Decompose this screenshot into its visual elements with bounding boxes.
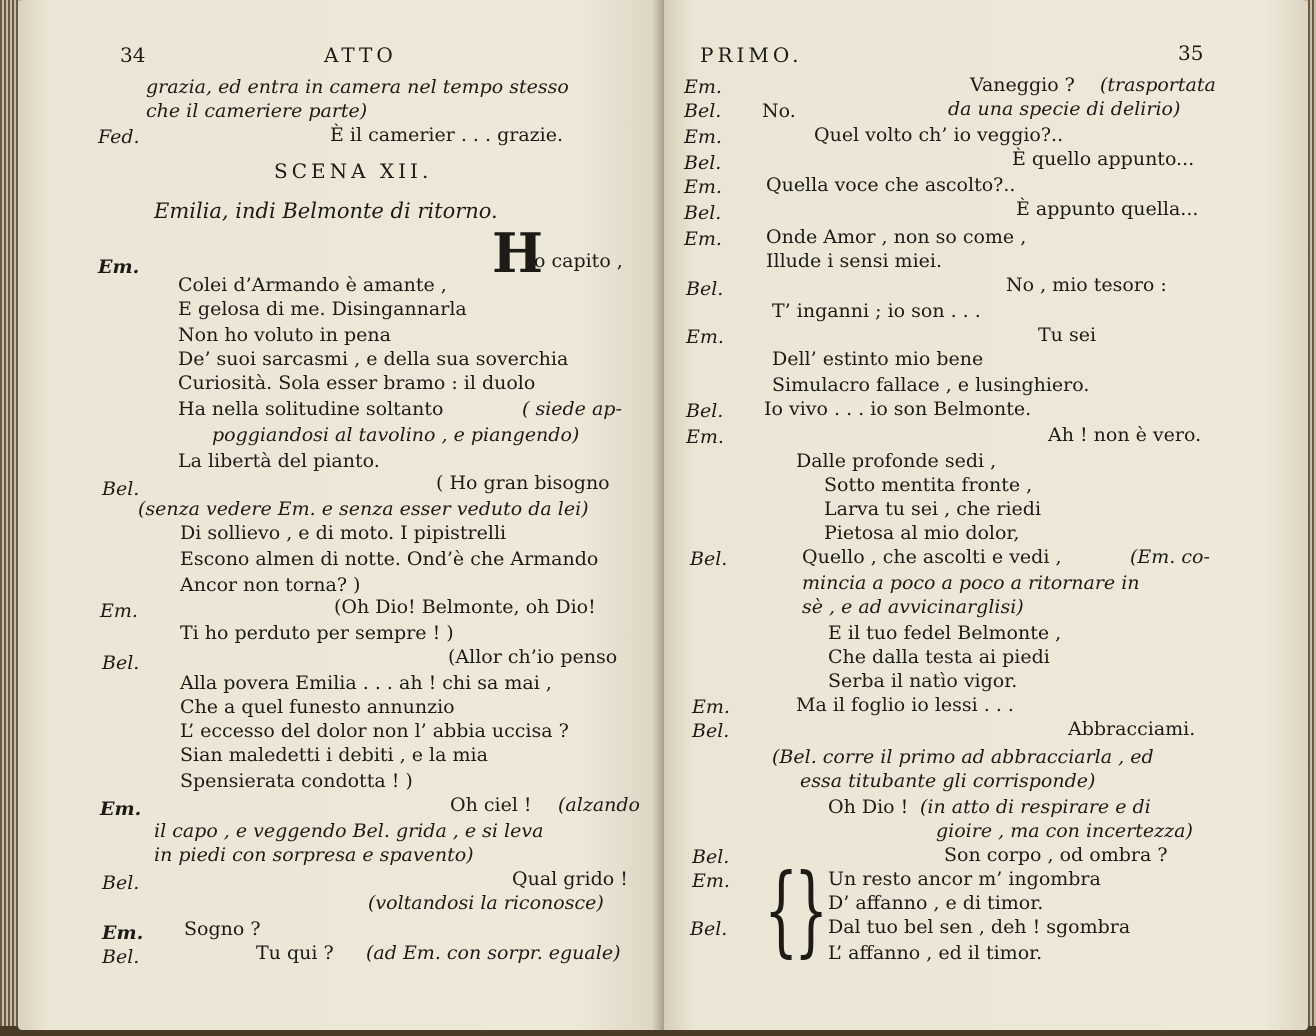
stage-direction: gioire , ma con incertezza) bbox=[936, 820, 1193, 842]
left-page-edges bbox=[0, 0, 20, 1036]
verse-line: L’ affanno , ed il timor. bbox=[828, 942, 1043, 964]
verse-line: Tu sei bbox=[1038, 324, 1097, 346]
speaker-label: Bel. bbox=[684, 202, 722, 224]
speaker-label: Bel. bbox=[686, 278, 724, 300]
verse-line: Io vivo . . . io son Belmonte. bbox=[764, 398, 1032, 420]
stage-direction: in piedi con sorpresa e spavento) bbox=[154, 844, 474, 866]
drop-cap: H bbox=[492, 221, 544, 285]
verse-line: Ancor non torna? ) bbox=[180, 574, 361, 596]
stage-direction: mincia a poco a poco a ritornare in bbox=[802, 572, 1140, 594]
verse-line: Son corpo , od ombra ? bbox=[944, 844, 1168, 866]
verse-line: Ti ho perduto per sempre ! ) bbox=[180, 622, 454, 644]
verse-line: (Allor ch’io penso bbox=[448, 646, 618, 668]
speaker-label: Em. bbox=[100, 798, 142, 820]
verse-line: È il camerier . . . grazie. bbox=[330, 124, 564, 146]
verse-line: La libertà del pianto. bbox=[178, 450, 380, 472]
verse-line: Serba il natìo vigor. bbox=[828, 670, 1018, 692]
verse-line: (Oh Dio! Belmonte, oh Dio! bbox=[334, 596, 596, 618]
verse-line: Onde Amor , non so come , bbox=[766, 226, 1027, 248]
speaker-label: Bel. bbox=[102, 946, 140, 968]
page-number: 35 bbox=[1178, 41, 1204, 65]
speaker-label: Em. bbox=[686, 426, 724, 448]
speaker-label: Bel. bbox=[690, 548, 728, 570]
page-number: 34 bbox=[120, 43, 146, 67]
stage-direction: da una specie di delirio) bbox=[948, 98, 1181, 120]
stage-direction: poggiandosi al tavolino , e piangendo) bbox=[212, 424, 580, 446]
verse-line: E il tuo fedel Belmonte , bbox=[828, 622, 1062, 644]
verse-line: Quello , che ascolti e vedi , bbox=[802, 546, 1062, 568]
speaker-label: Em. bbox=[686, 326, 724, 348]
speaker-label: Em. bbox=[692, 696, 730, 718]
speaker-label: Em. bbox=[100, 600, 138, 622]
speaker-label: Em. bbox=[684, 126, 722, 148]
verse-line: Spensierata condotta ! ) bbox=[180, 770, 413, 792]
verse-line: Sotto mentita fronte , bbox=[824, 474, 1033, 496]
stage-direction: (voltandosi la riconosce) bbox=[368, 892, 604, 914]
verse-line: De’ suoi sarcasmi , e della sua soverchia bbox=[178, 348, 569, 370]
stage-direction: (trasportata bbox=[1100, 74, 1216, 96]
left-page bbox=[18, 0, 664, 1030]
verse-line: Dal tuo bel sen , deh ! sgombra bbox=[828, 916, 1131, 938]
stage-direction: il capo , e veggendo Bel. grida , e si leva bbox=[154, 820, 544, 842]
verse-line: E gelosa di me. Disingannarla bbox=[178, 298, 467, 320]
verse-line: Quel volto ch’ io veggio?.. bbox=[814, 124, 1064, 146]
scene-title: SCENA XII. bbox=[274, 159, 433, 183]
verse-line: Curiosità. Sola esser bramo : il duolo bbox=[178, 372, 536, 394]
stage-direction: grazia, ed entra in camera nel tempo stesso bbox=[146, 76, 569, 98]
speaker-label: Em. bbox=[684, 176, 722, 198]
verse-line: Simulacro fallace , e lusinghiero. bbox=[772, 374, 1090, 396]
speaker-label: Em. bbox=[98, 256, 140, 278]
stage-direction: (alzando bbox=[558, 794, 640, 816]
verse-line: Escono almen di notte. Ond’è che Armando bbox=[180, 548, 599, 570]
stage-direction: essa titubante gli corrisponde) bbox=[800, 770, 1096, 792]
verse-line: Sian maledetti i debiti , e la mia bbox=[180, 744, 488, 766]
stage-direction: (in atto di respirare e di bbox=[920, 796, 1151, 818]
verse-line: Ah ! non è vero. bbox=[1048, 424, 1202, 446]
speaker-label: Bel. bbox=[102, 872, 140, 894]
speaker-label: Bel. bbox=[686, 400, 724, 422]
verse-line: L’ eccesso del dolor non l’ abbia uccisa ? bbox=[180, 720, 569, 742]
stage-direction: sè , e ad avvicinarglisi) bbox=[802, 596, 1024, 618]
verse-line: Vaneggio ? bbox=[970, 74, 1075, 96]
speaker-label: Bel. bbox=[684, 100, 722, 122]
verse-line: Abbracciami. bbox=[1068, 718, 1196, 740]
verse-line: Che dalla testa ai piedi bbox=[828, 646, 1050, 668]
speaker-label: Bel. bbox=[690, 918, 728, 940]
verse-line: Di sollievo , e di moto. I pipistrelli bbox=[180, 522, 507, 544]
verse-line: Ha nella solitudine soltanto bbox=[178, 398, 444, 420]
verse-line: Larva tu sei , che riedi bbox=[824, 498, 1042, 520]
stage-direction: (ad Em. con sorpr. eguale) bbox=[366, 942, 621, 964]
verse-line: Illude i sensi miei. bbox=[766, 250, 943, 272]
scene-subtitle: Emilia, indi Belmonte di ritorno. bbox=[154, 199, 498, 223]
verse-line: Quella voce che ascolto?.. bbox=[766, 174, 1016, 196]
verse-line: Ma il foglio io lessi . . . bbox=[796, 694, 1014, 716]
verse-line: Alla povera Emilia . . . ah ! chi sa mai , bbox=[180, 672, 552, 694]
stage-direction: ( siede ap- bbox=[522, 398, 622, 420]
speaker-label: Em. bbox=[684, 228, 722, 250]
verse-line: Qual grido ! bbox=[512, 868, 628, 890]
verse-line: Che a quel funesto annunzio bbox=[180, 696, 455, 718]
verse-line: Pietosa al mio dolor, bbox=[824, 522, 1020, 544]
verse-line: Oh Dio ! bbox=[828, 796, 909, 818]
verse-line: È appunto quella... bbox=[1016, 198, 1199, 220]
speaker-label: Bel. bbox=[102, 652, 140, 674]
verse-line: Non ho voluto in pena bbox=[178, 324, 391, 346]
left-brace-icon: { bbox=[764, 854, 799, 968]
verse-line: ( Ho gran bisogno bbox=[436, 472, 610, 494]
speaker-label: Bel. bbox=[102, 478, 140, 500]
verse-line: Oh ciel ! bbox=[450, 794, 532, 816]
verse-line: Dell’ estinto mio bene bbox=[772, 348, 984, 370]
stage-direction: (Em. co- bbox=[1130, 546, 1210, 568]
speaker-label: Em. bbox=[684, 76, 722, 98]
verse-line: Un resto ancor m’ ingombra bbox=[828, 868, 1101, 890]
verse-line: È quello appunto... bbox=[1012, 148, 1195, 170]
verse-line: o capito , bbox=[534, 250, 623, 272]
verse-line: No. bbox=[762, 100, 796, 122]
right-brace-icon: } bbox=[794, 854, 829, 968]
speaker-label: Bel. bbox=[692, 846, 730, 868]
stage-direction: che il cameriere parte) bbox=[146, 100, 368, 122]
speaker-label: Em. bbox=[102, 922, 144, 944]
stage-direction: (senza vedere Em. e senza esser veduto da lei) bbox=[138, 498, 589, 520]
verse-line: T’ inganni ; io son . . . bbox=[772, 300, 981, 322]
stage-direction: (Bel. corre il primo ad abbracciarla , ed bbox=[772, 746, 1154, 768]
verse-line: No , mio tesoro : bbox=[1006, 274, 1167, 296]
running-head: PRIMO. bbox=[700, 43, 803, 67]
right-page bbox=[664, 0, 1308, 1030]
speaker-label: Em. bbox=[692, 870, 730, 892]
verse-line: Tu qui ? bbox=[256, 942, 334, 964]
speaker-label: Bel. bbox=[692, 720, 730, 742]
verse-line: Dalle profonde sedi , bbox=[796, 450, 997, 472]
speaker-label: Bel. bbox=[684, 152, 722, 174]
verse-line: Sogno ? bbox=[184, 918, 261, 940]
speaker-label: Fed. bbox=[98, 126, 140, 148]
verse-line: Colei d’Armando è amante , bbox=[178, 274, 447, 296]
verse-line: D’ affanno , e di timor. bbox=[828, 892, 1044, 914]
running-head: ATTO bbox=[324, 43, 397, 67]
